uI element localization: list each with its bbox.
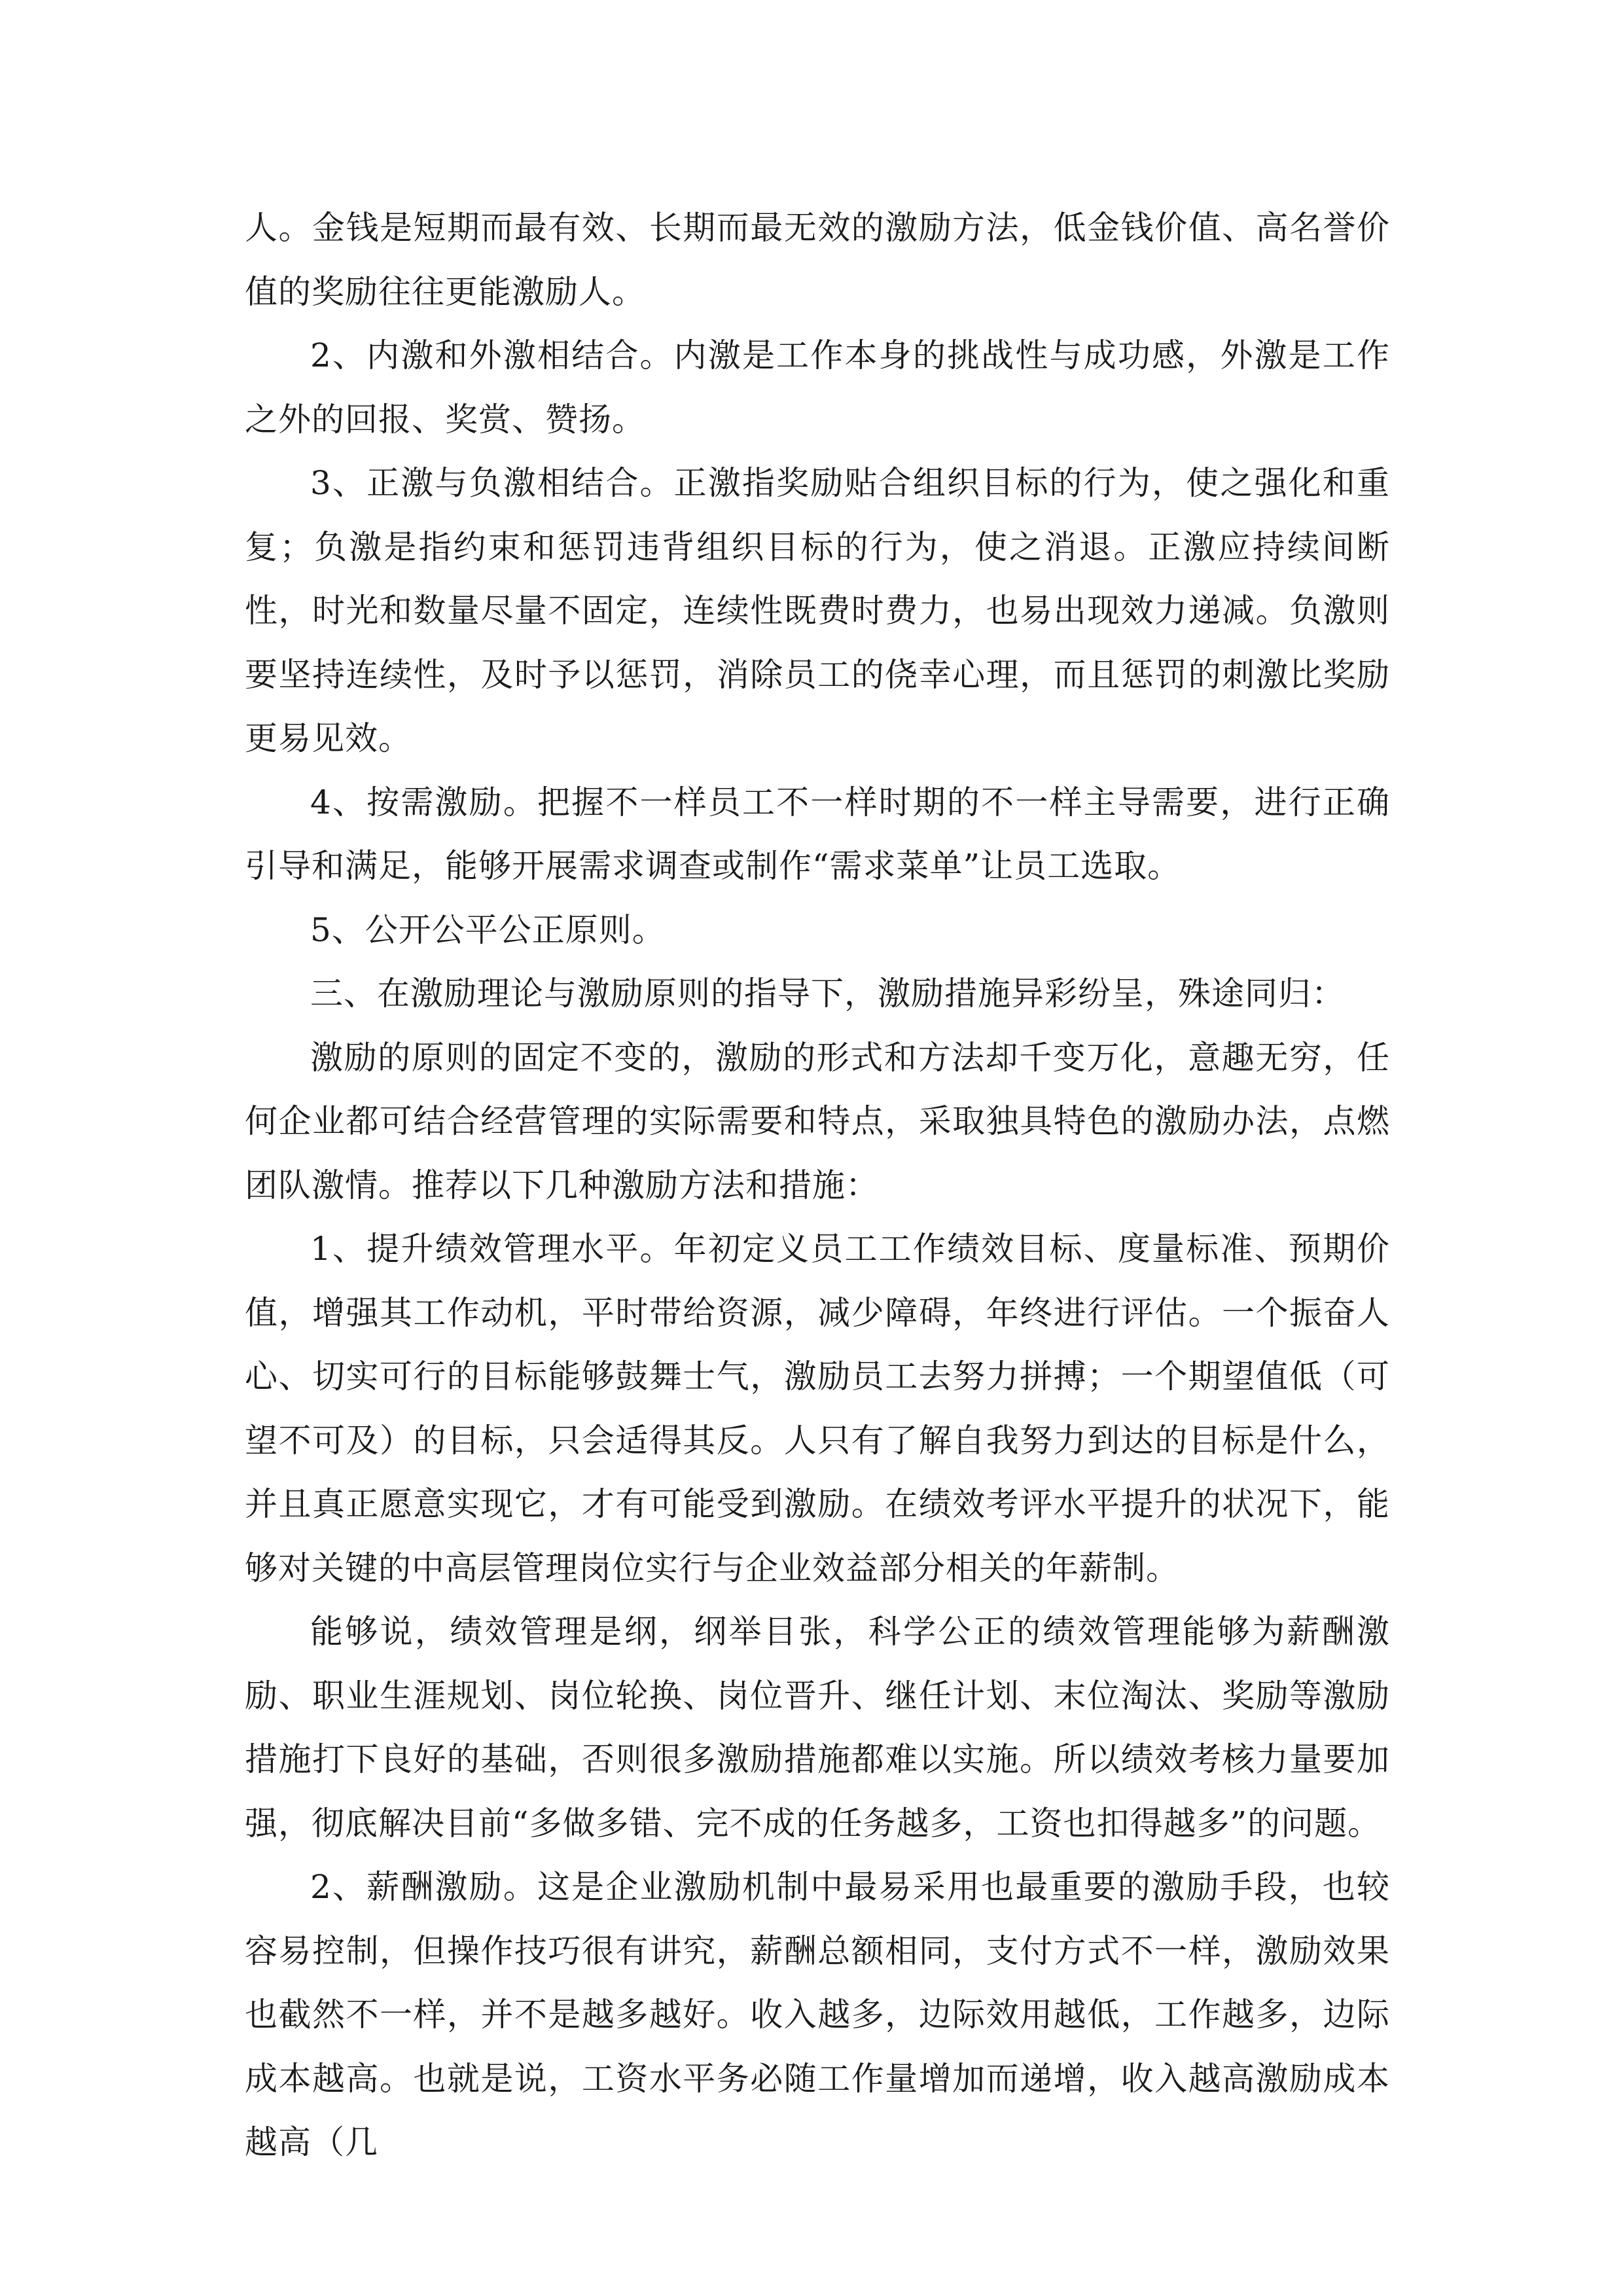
paragraph-money-incentive: 人。金钱是短期而最有效、长期而最无效的激励方法，低金钱价值、高名誉价值的奖励往往更能激励人。	[245, 209, 1390, 311]
section-heading-three: 三、在激励理论与激励原则的指导下，激励措施异彩纷呈，殊途同归：	[310, 975, 1345, 1013]
paragraph-fairness: 5、公开公平公正原则。	[310, 910, 666, 949]
paragraph-needs-based: 4、按需激励。把握不一样员工不一样时期的不一样主导需要，进行正确引导和满足，能够开展需求调查或制作“需求菜单”让员工选取。	[245, 783, 1390, 885]
paragraph-salary-incentive: 2、薪酬激励。这是企业激励机制中最易采用也最重要的激励手段，也较容易控制，但操作技巧很有讲究，薪酬总额相同，支付方式不一样，激励效果也截然不一样，并不是越多越好。收入越多，边际效用越低，工作越多，边际成本越高。也就是说，工资水平务必随工作量增加而递增，收入越高激励成本越高（几	[245, 1868, 1390, 2161]
paragraph-positive-negative: 3、正激与负激相结合。正激指奖励贴合组织目标的行为，使之强化和重复；负激是指约束和惩罚违背组织目标的行为，使之消退。正激应持续间断性，时光和数量尽量不固定，连续性既费时费力，也易出现效力递减。负激则要坚持连续性，及时予以惩罚，消除员工的侥幸心理，而且惩罚的刺激比奖励更易见效。	[245, 464, 1390, 757]
paragraph-performance-foundation: 能够说，绩效管理是纲，纲举目张，科学公正的绩效管理能够为薪酬激励、职业生涯规划、岗位轮换、岗位晋升、继任计划、末位淘汰、奖励等激励措施打下良好的基础，否则很多激励措施都难以实施。所以绩效考核力量要加强，彻底解决目前“多做多错、完不成的任务越多，工资也扣得越多”的问题。	[245, 1613, 1390, 1842]
paragraph-performance-management: 1、提升绩效管理水平。年初定义员工工作绩效目标、度量标准、预期价值，增强其工作动机，平时带给资源，减少障碍，年终进行评估。一个振奋人心、切实可行的目标能够鼓舞士气，激励员工去努力拼搏；一个期望值低（可望不可及）的目标，只会适得其反。人只有了解自我努力到达的目标是什么，并且真正愿意实现它，才有可能受到激励。在绩效考评水平提升的状况下，能够对关键的中高层管理岗位实行与企业效益部分相关的年薪制。	[245, 1230, 1390, 1587]
document-body	[245, 196, 1390, 2175]
paragraph-internal-external: 2、内激和外激相结合。内激是工作本身的挑战性与成功感，外激是工作之外的回报、奖赏、赞扬。	[245, 336, 1390, 439]
paragraph-methods-intro: 激励的原则的固定不变的，激励的形式和方法却千变万化，意趣无穷，任何企业都可结合经营管理的实际需要和特点，采取独具特色的激励办法，点燃团队激情。推荐以下几种激励方法和措施：	[245, 1038, 1390, 1204]
